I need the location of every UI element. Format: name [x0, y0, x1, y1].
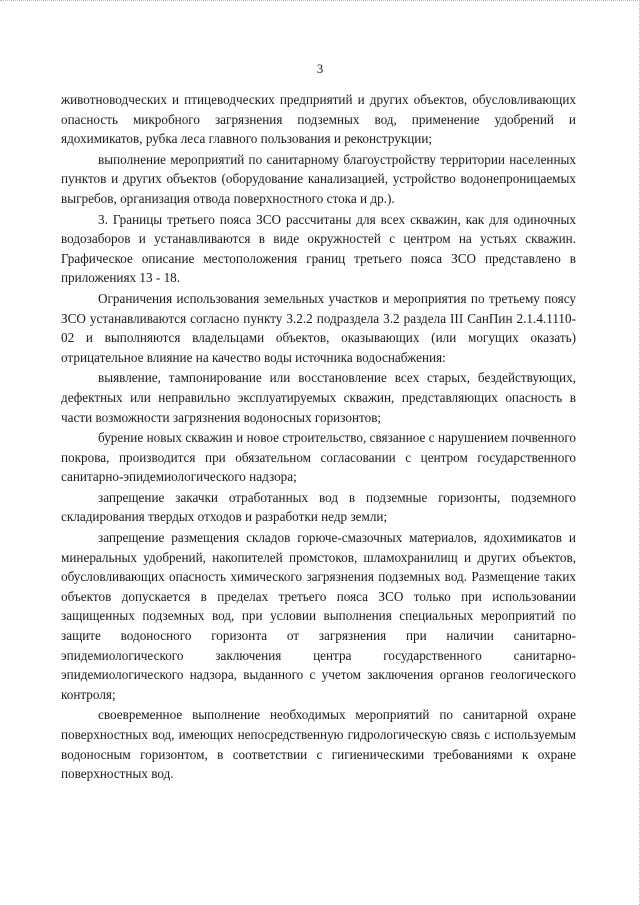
- paragraph-4: Ограничения использования земельных участков и мероприятия по третьему поясу ЗСО устанавливаются согласно пункту 3.2.2 подраздела 3.2 раздела III СанПин 2.1.4.1110-02 и выполняются владельцами объектов, оказывающих (или могущих оказать) отрицательное влияние на качество воды источника водоснабжения:: [61, 290, 576, 365]
- document-body: [61, 90, 576, 785]
- page-number: 3: [316, 61, 324, 76]
- paragraph-7: запрещение закачки отработанных вод в подземные горизонты, подземного складирования твердых отходов и разработки недр земли;: [61, 489, 576, 525]
- paragraph-9: своевременное выполнение необходимых мероприятий по санитарной охране поверхностных вод, имеющих непосредственную гидрологическую связь с используемым водоносным горизонтом, в соответствии с гигиеническими требованиями к охране поверхностных вод.: [61, 707, 576, 782]
- paragraph-6: бурение новых скважин и новое строительство, связанное с нарушением почвенного покрова, производится при обязательном согласовании с центром государственного санитарно-эпидемиологического надзора;: [61, 430, 576, 485]
- paragraph-1: животноводческих и птицеводческих предприятий и других объектов, обусловливающих опасность микробного загрязнения подземных вод, применение удобрений и ядохимикатов, рубка леса главного пользования и реконструкции;: [61, 92, 576, 147]
- paragraph-5: выявление, тампонирование или восстановление всех старых, бездействующих, дефектных или неправильно эксплуатируемых скважин, представляющих опасность в части возможности загрязнения водоносных горизонтов;: [61, 370, 576, 425]
- paragraph-3: 3. Границы третьего пояса ЗСО рассчитаны для всех скважин, как для одиночных водозаборов и устанавливаются в виде окружностей с центром на устьях скважин. Графическое описание местоположения границ третьего пояса ЗСО представлено в приложениях 13 - 18.: [61, 211, 576, 286]
- paragraph-8: запрещение размещения складов горюче-смазочных материалов, ядохимикатов и минеральных удобрений, накопителей промстоков, шламохранилищ и других объектов, обусловливающих опасность химического загрязнения подземных вод. Размещение таких объектов допускается в пределах третьего пояса ЗСО только при использовании защищенных подземных вод, при условии выполнения специальных мероприятий по защите водоносного горизонта от загрязнения при наличии санитарно-эпидемиологического заключения центра государственного санитарно-эпидемиологического надзора, выданного с учетом заключения органов геологического контроля;: [61, 530, 576, 702]
- paragraph-2: выполнение мероприятий по санитарному благоустройству территории населенных пунктов и других объектов (оборудование канализацией, устройство водонепроницаемых выгребов, организация отвода поверхностного стока и др.).: [61, 151, 576, 206]
